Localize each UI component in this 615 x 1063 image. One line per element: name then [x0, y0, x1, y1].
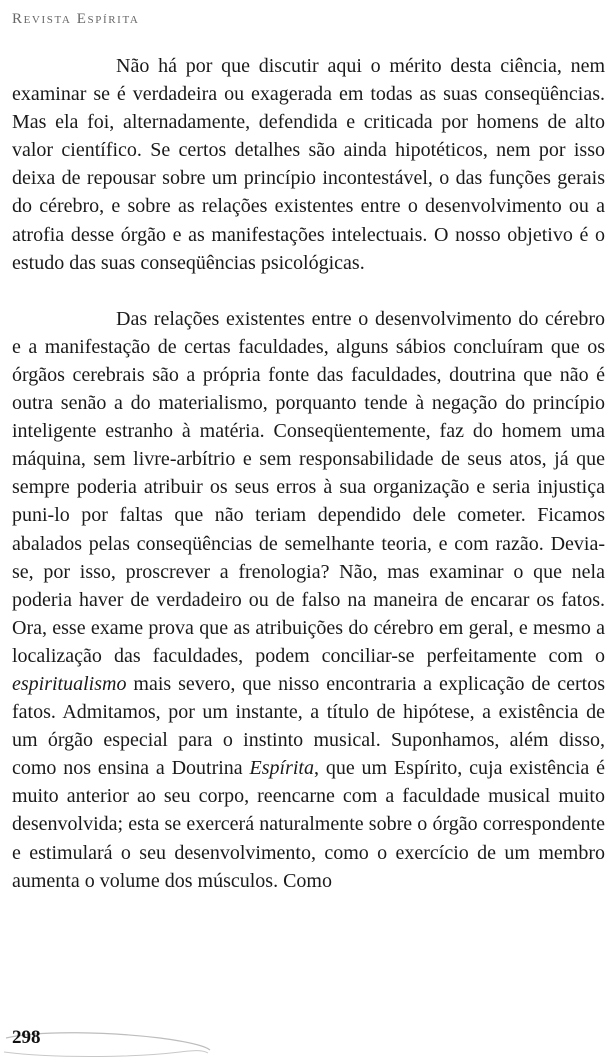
paragraph — [12, 52, 605, 277]
page-number: 298 — [12, 1027, 41, 1048]
text-run: Das relações existentes entre o desenvolvimento do cérebro e a manifestação de certas faculdades, alguns sábios concluíram que os órgãos cerebrais são a própria fonte das faculdades, doutrina que não é outra senão a do materialismo, porquanto tende à negação do princípio inteligente estranho à matéria. Conseqüentemente, faz do homem uma máquina, sem livre-arbítrio e sem responsabilidade de seus atos, já que sempre poderia atribuir os seus erros à sua organização e seria injustiça puni-lo por faltas que não teriam dependido dele cometer. Ficamos abalados pelas conseqüências de semelhante teoria, e com razão. Devia-se, por isso, proscrever a frenologia? Não, mas examinar o que nela poderia haver de verdadeiro ou de falso na maneira de encarar os fatos. Ora, esse exame prova que as atribuições do cérebro em geral, e mesmo a localização das faculdades, podem conciliar-se perfeitamente com o — [12, 307, 605, 667]
text-run: Não há por que discutir aqui o mérito desta ciência, nem examinar se é verdadeira ou exagerada em todas as suas conseqüências. Mas ela foi, alternadamente, defendida e criticada por homens de alto valor científico. Se certos detalhes são ainda hipotéticos, nem por isso deixa de repousar sobre um princípio incontestável, o das funções gerais do cérebro, e sobre as relações existentes entre o desenvolvimento ou a atrofia desse órgão e as manifestações intelectuais. O nosso objetivo é o estudo das suas conseqüências psicológicas. — [12, 55, 605, 274]
text-run: mais severo, que nisso encontraria a explicação de certos fatos. Admitamos, por um instante, a título de hipótese, a existência de um órgão especial para o instinto musical. Suponhamos, além disso, como nos ensina a Doutrina — [12, 672, 605, 780]
paragraph — [12, 305, 605, 895]
running-header: Revista Espírita — [12, 11, 140, 27]
text-run: , que um Espírito, cuja existência é muito anterior ao seu corpo, reencarne com a faculdade musical muito desenvolvida; esta se exercerá naturalmente sobre o órgão correspondente e estimulará o seu desenvolvimento, como o exercício de um membro aumenta o volume dos músculos. Como — [12, 757, 605, 892]
italic-term: espiritualismo — [12, 672, 127, 695]
italic-term: Espírita — [249, 757, 314, 780]
body-text — [12, 52, 605, 895]
